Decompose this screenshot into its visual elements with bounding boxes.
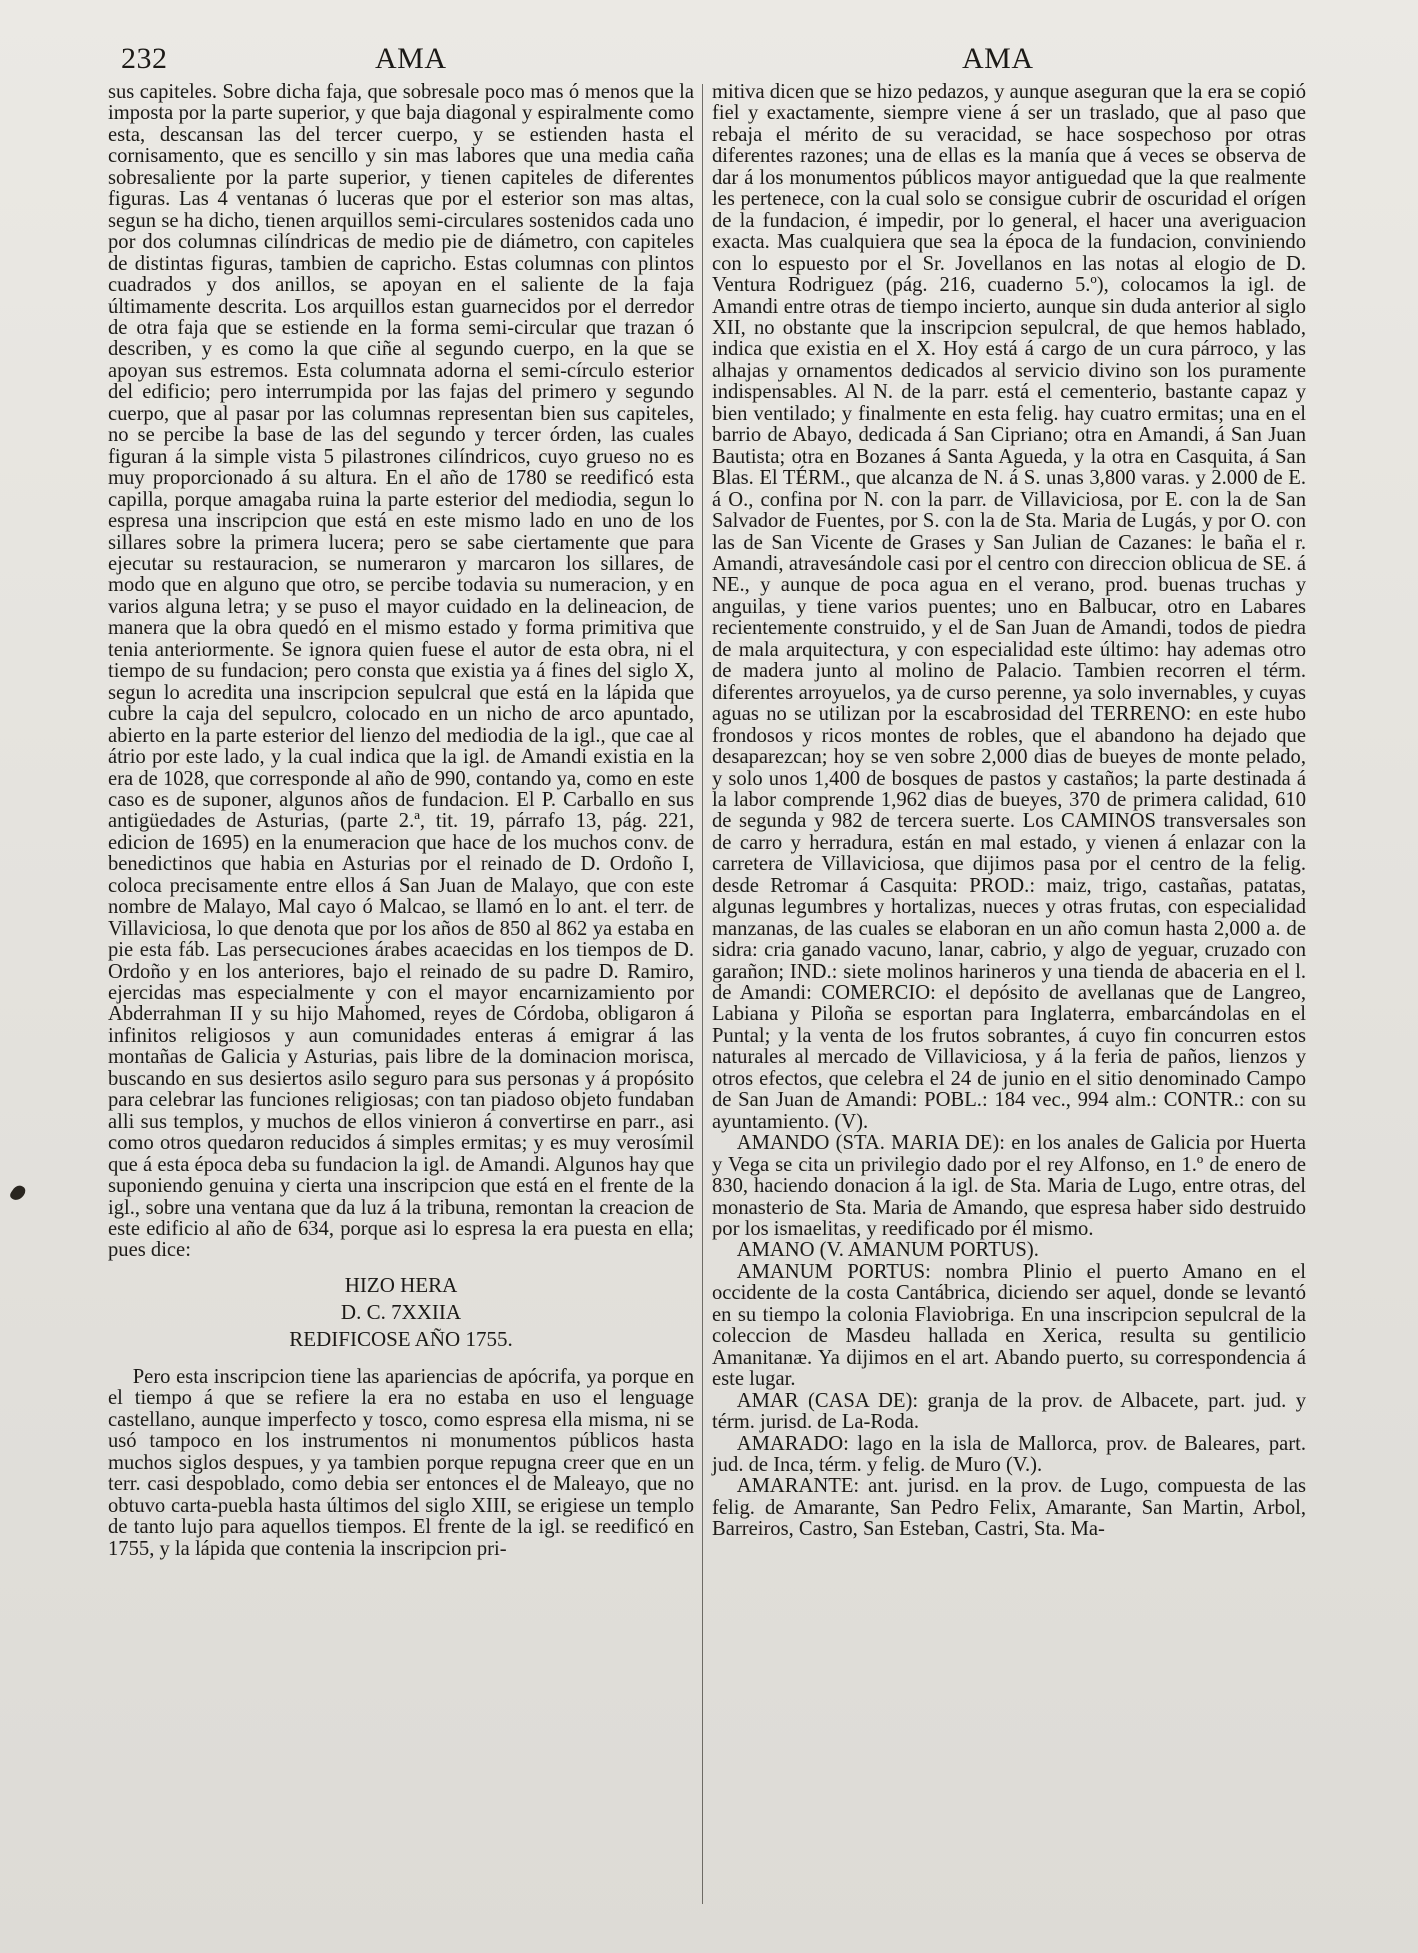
column-divider <box>702 84 703 1904</box>
left-paragraph-2: Pero esta inscripcion tiene las apariencias de apócrifa, ya porque en el tiempo á que se refiere la era no estaba en uso el lenguage castellano, aunque imperfecto y tosco, como espresa ella misma, ni se usó tampoco en los instrumentos ni monumentos públicos hasta muchos siglos despues, y ya tambien porque repugna creer que en un terr. casi despoblado, como debia ser entonces el de Maleayo, que no obtuvo carta-puebla hasta últimos del siglo XIII, se erigiese un templo de tanto lujo para aquellos tiempos. El frente de la igl. se reedificó en 1755, y la lápida que contenia la inscripcion pri- <box>108 1365 694 1560</box>
running-head-right: AMA <box>962 42 1034 75</box>
left-column <box>108 82 694 1560</box>
running-head-left: AMA <box>375 42 447 75</box>
right-paragraph-1: mitiva dicen que se hizo pedazos, y aunque aseguran que la era se copió fiel y exactamente, siempre viene á ser un traslado, que al paso que rebaja el mérito de su veracidad, se hace sospechoso por otras diferentes razones; una de ellas es la manía que á veces se observa de dar á los monumentos públicos mayor antiguedad que la que realmente les pertenece, con la cual solo se consigue cubrir de oscuridad el orígen de la fundacion, é impedir, por lo general, el hacer una averiguacion exacta. Mas cualquiera que sea la época de la fundacion, conviniendo con lo espuesto por el Sr. Jovellanos en las notas al elogio de D. Ventura Rodriguez (pág. 216, cuaderno 5.º), colocamos la igl. de Amandi entre otras de tiempo incierto, aunque sin duda anterior al siglo XII, no obstante que la inscripcion sepulcral, de que hemos hablado, indica que existia en el X. Hoy está á cargo de un cura párroco, y las alhajas y ornamentos dedicados al servicio divino son los puramente indispensables. Al N. de la parr. está el cementerio, bastante capaz y bien ventilado; y finalmente en esta felig. hay cuatro ermitas; una en el barrio de Abayo, dedicada á San Cipriano; otra en Amandi, á San Juan Bautista; otra en Bozanes á Santa Agueda, y la otra en Casquita, á San Blas. El TÉRM., que alcanza de N. á S. unas 3,800 varas. y 2.000 de E. á O., confina por N. con la parr. de Villaviciosa, por E. con la de San Salvador de Fuentes, por S. con la de Sta. Maria de Lugás, y por O. con las de San Vicente de Grases y San Julian de Cazanes: le baña el r. Amandi, atravesándole casi por el centro con direccion oblicua de SE. á NE., y aunque de poca agua en el verano, prod. buenas truchas y anguilas, y tiene varios puentes; uno en Balbucar, otro en Labares recientemente construido, y el de San Juan de Amandi, todos de piedra de mala arquitectura, y con especialidad este último: hay ademas otro de madera junto al molino de Palacio. Tambien recorren el térm. diferentes arroyuelos, ya de curso perenne, ya solo invernables, y cuyas aguas no se utilizan por la escabrosidad del TERRENO: en este hubo frondosos y ricos montes de robles, que el abandono ha dejado que desaparezcan; hoy se ven sobre 2,000 dias de bueyes de monte pelado, y solo unos 1,400 de bosques de pastos y castaños; la parte destinada á la labor comprende 1,962 dias de bueyes, 370 de primera calidad, 610 de segunda y 982 de tercera suerte. Los CAMINOS transversales son de carro y herradura, están en mal estado, y vienen á enlazar con la carretera de Villaviciosa, que dijimos pasa por el centro de la felig. desde Retromar á Casquita: PROD.: maiz, trigo, castañas, patatas, algunas legumbres y hortalizas, nueces y otras frutas, con especialidad manzanas, de las cuales se elaboran en un año comun hasta 2,000 a. de sidra: cria ganado vacuno, lanar, cabrio, y algo de yeguar, cruzado con garañon; IND.: siete molinos harineros y una tienda de abaceria en el l. de Amandi: COMERCIO: el depósito de avellanas que de Langreo, Labiana y Piloña se esportan para Inglaterra, embarcándolas en el Puntal; y la venta de los frutos sobrantes, á cuyo fin concurren estos naturales al mercado de Villaviciosa, y á la feria de paños, lienzos y otros efectos, que celebra el 24 de junio en el sitio denominado Campo de San Juan de Amandi: POBL.: 184 vec., 994 alm.: CONTR.: con su ayuntamiento. (V). <box>712 81 1306 1133</box>
page-number: 232 <box>121 42 168 75</box>
inscription-line-2: D. C. 7XXIIA <box>340 1299 462 1324</box>
entry-amarante: AMARANTE: ant. jurisd. en la prov. de Lugo, compuesta de las felig. de Amarante, San Pedro Felix, Amarante, San Martin, Arbol, Barreiros, Castro, San Esteban, Castri, Sta. Ma- <box>712 1475 1306 1541</box>
entry-amano: AMANO (V. AMANUM PORTUS). <box>736 1239 1039 1262</box>
inscription-line-3: REDIFICOSE AÑO 1755. <box>289 1326 513 1351</box>
entry-amar: AMAR (CASA DE): granja de la prov. de Albacete, part. jud. y térm. jurisd. de La-Roda. <box>712 1389 1306 1434</box>
right-column <box>712 82 1306 1541</box>
ink-blot <box>8 1183 27 1203</box>
inscription-line-1: HIZO HERA <box>344 1272 458 1297</box>
left-paragraph-1: sus capiteles. Sobre dicha faja, que sobresale poco mas ó menos que la imposta por la parte superior, y que baja diagonal y espiralmente como esta, descansan las del tercer cuerpo, y se estienden hasta el cornisamento, que es sencillo y sin mas labores que una media caña sobresaliente por la parte superior, y tienen capiteles de diferentes figuras. Las 4 ventanas ó luceras que por el esterior son mas altas, segun se ha dicho, tienen arquillos semi-circulares sostenidos cada uno por dos columnas cilíndricas de medio pie de diámetro, con capiteles de distintas figuras, tambien de capricho. Estas columnas con plintos cuadrados y dos anillos, se apoyan en el saliente de la faja últimamente descrita. Los arquillos estan guarnecidos por el derredor de otra faja que se estiende en la forma semi-circular que trazan ó describen, y es como la que ciñe al segundo cuerpo, en la que se apoyan sus estremos. Esta columnata adorna el semi-círculo esterior del edificio; pero interrumpida por las fajas del primero y segundo cuerpo, que al pasar por las columnas representan bien sus capiteles, no se percibe la base de las del segundo y tercer órden, las cuales figuran á la simple vista 5 pilastrones cilíndricos, cuyo grueso no es muy proporcionado á su altura. En el año de 1780 se reedificó esta capilla, porque amagaba ruina la parte esterior del mediodia, segun lo espresa una inscripcion que está en este mismo lado en uno de los sillares sobre la primera lucera; pero se sabe ciertamente que para ejecutar su restauracion, se numeraron y marcaron los sillares, de modo que en alguno que otro, se percibe todavia su numeracion, y en varios alguna letra; y se puso el mayor cuidado en la delineacion, de manera que la obra quedó en el mismo estado y forma primitiva que tenia anteriormente. Se ignora quien fuese el autor de esta obra, ni el tiempo de su fundacion; pero consta que existia ya á fines del siglo X, segun lo acredita una inscripcion sepulcral que está en la lápida que cubre la caja del sepulcro, colocado en un nicho de arco apuntado, abierto en la parte esterior del lienzo del mediodia de la igl., que cae al átrio por este lado, y la cual indica que la igl. de Amandi existia en la era de 1028, que corresponde al año de 990, contando ya, como en este caso es de suponer, algunos años de fundacion. El P. Carballo en sus antigüedades de Asturias, (parte 2.ª, tit. 19, párrafo 13, pág. 221, edicion de 1695) en la enumeracion que hace de los muchos conv. de benedictinos que habia en Asturias por el reinado de D. Ordoño I, coloca precisamente entre ellos á San Juan de Malayo, que con este nombre de Malayo, Mal cayo ó Malcao, se llamó en lo ant. el terr. de Villaviciosa, lo que denota que por los años de 850 al 862 ya estaba en pie esta fáb. Las persecuciones árabes acaecidas en los tiempos de D. Ordoño y en los anteriores, bajo el reinado de su padre D. Ramiro, ejercidas mas especialmente y con el mayor encarnizamiento por Abderrahman II y su hijo Mahomed, reyes de Córdoba, obligaron á infinitos religiosos y aun comunidades enteras á emigrar á las montañas de Galicia y Asturias, pais libre de la dominacion morisca, buscando en sus desiertos asilo seguro para sus personas y á propósito para celebrar las funciones religiosas; con tan piadoso objeto fundaban alli sus templos, y muchos de ellos vinieron á convertirse en parr., asi como otros quedaron reducidos á simples ermitas; y es muy verosímil que á esta época deba su fundacion la igl. de Amandi. Algunos hay que suponiendo genuina y cierta una inscripcion que está en el frente de la igl., sobre una ventana que da luz á la tribuna, remontan la creacion de este edificio al año de 634, porque asi lo espresa la era puesta en ella; pues dice: <box>108 81 694 1262</box>
inscription-block <box>108 1272 694 1353</box>
entry-amanum-portus: AMANUM PORTUS: nombra Plinio el puerto Amano en el occidente de la costa Cantábrica, diciendo ser aquel, donde se levantó en su tiempo la colonia Flaviobriga. En una inscripcion sepulcral de la coleccion de Masdeu hallada en Xerica, resulta su gentilicio Amanitanæ. Ya dijimos en el art. Abando puerto, su correspondencia á este lugar. <box>712 1260 1306 1391</box>
entry-amando: AMANDO (STA. MARIA DE): en los anales de Galicia por Huerta y Vega se cita un privilegio dado por el rey Alfonso, en 1.º de enero de 830, haciendo donacion á la igl. de Sta. Maria de Lugo, entre otras, del monasterio de Sta. Maria de Amando, que espresa haber sido destruido por los ismaelitas, y reedificado por él mismo. <box>712 1132 1306 1241</box>
entry-amarado: AMARADO: lago en la isla de Mallorca, prov. de Baleares, part. jud. de Inca, térm. y felig. de Muro (V.). <box>712 1432 1306 1476</box>
